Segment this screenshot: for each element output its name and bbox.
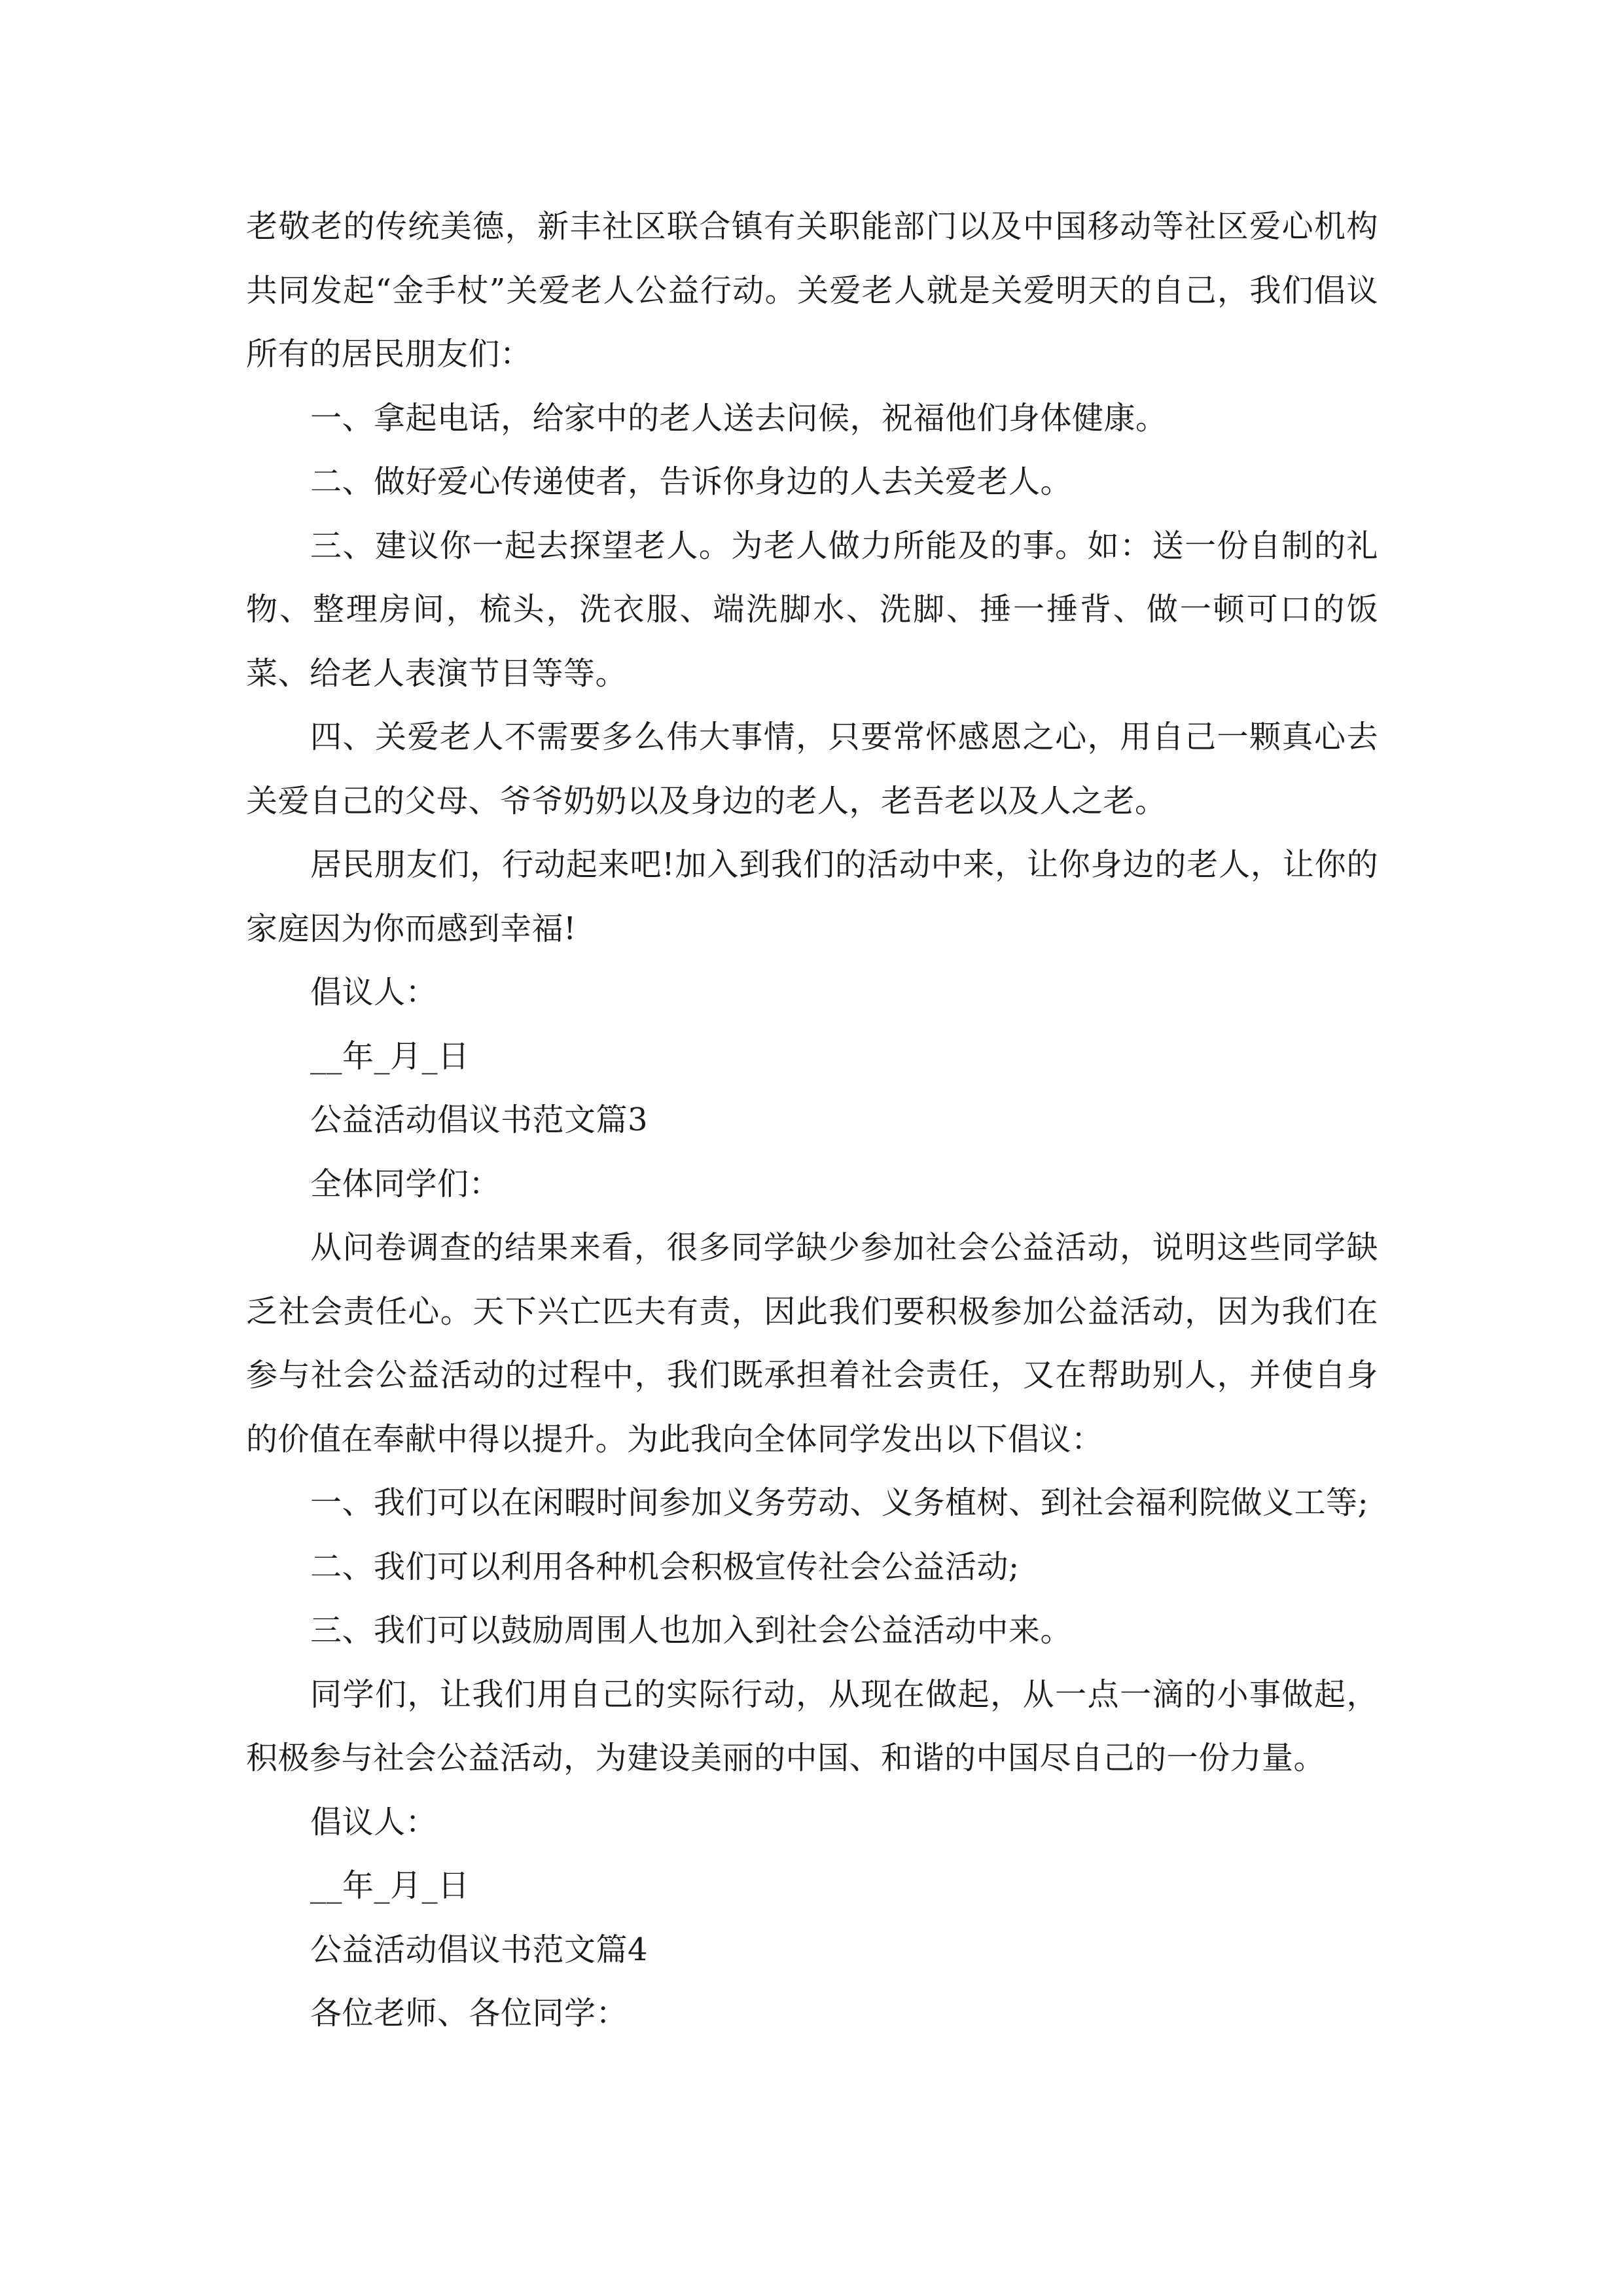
signature-label: 倡议人：: [310, 974, 438, 1011]
signature-label: 倡议人：: [310, 1803, 438, 1840]
list-item: 三、建议你一起去探望老人。为老人做力所能及的事。如：送一份自制的礼物、整理房间，梳头，洗衣服、端洗脚水、洗脚、捶一捶背、做一顿可口的饭菜、给老人表演节目等等。: [246, 527, 1378, 692]
section-title: 公益活动倡议书范文篇3: [310, 1102, 649, 1138]
section-title: 公益活动倡议书范文篇4: [310, 1931, 649, 1968]
list-item: 一、拿起电话，给家中的老人送去问候，祝福他们身体健康。: [310, 399, 1168, 437]
closing-paragraph: 同学们，让我们用自己的实际行动，从现在做起，从一点一滴的小事做起，积极参与社会公益活动，为建设美丽的中国、和谐的中国尽自己的一份力量。: [246, 1676, 1378, 1776]
date-line: __年_月_日: [310, 1037, 470, 1075]
closing-paragraph: 居民朋友们，行动起来吧!加入到我们的活动中来，让你身边的老人，让你的家庭因为你而感到幸福!: [246, 846, 1378, 947]
paragraph-continuation: 老敬老的传统美德，新丰社区联合镇有关职能部门以及中国移动等社区爱心机构共同发起“金手杖”关爱老人公益行动。关爱老人就是关爱明天的自己，我们倡议所有的居民朋友们：: [246, 208, 1378, 372]
body-paragraph: 从问卷调查的结果来看，很多同学缺少参加社会公益活动，说明这些同学缺乏社会责任心。天下兴亡匹夫有责，因此我们要积极参加公益活动，因为我们在参与社会公益活动的过程中，我们既承担着社会责任，又在帮助别人，并使自身的价值在奉献中得以提升。为此我向全体同学发出以下倡议：: [246, 1229, 1378, 1458]
document-body: [246, 195, 1378, 2046]
list-item: 二、我们可以利用各种机会积极宣传社会公益活动;: [310, 1548, 1020, 1585]
list-item: 四、关爱老人不需要多么伟大事情，只要常怀感恩之心，用自己一颗真心去关爱自己的父母、爷爷奶奶以及身边的老人，老吾老以及人之老。: [246, 719, 1378, 819]
salutation: 各位老师、各位同学：: [310, 1995, 628, 2032]
list-item: 三、我们可以鼓励周围人也加入到社会公益活动中来。: [310, 1612, 1073, 1649]
date-line: __年_月_日: [310, 1867, 470, 1904]
salutation: 全体同学们：: [310, 1165, 501, 1202]
list-item: 一、我们可以在闲暇时间参加义务劳动、义务植树、到社会福利院做义工等;: [310, 1484, 1369, 1521]
list-item: 二、做好爱心传递使者，告诉你身边的人去关爱老人。: [310, 463, 1073, 500]
